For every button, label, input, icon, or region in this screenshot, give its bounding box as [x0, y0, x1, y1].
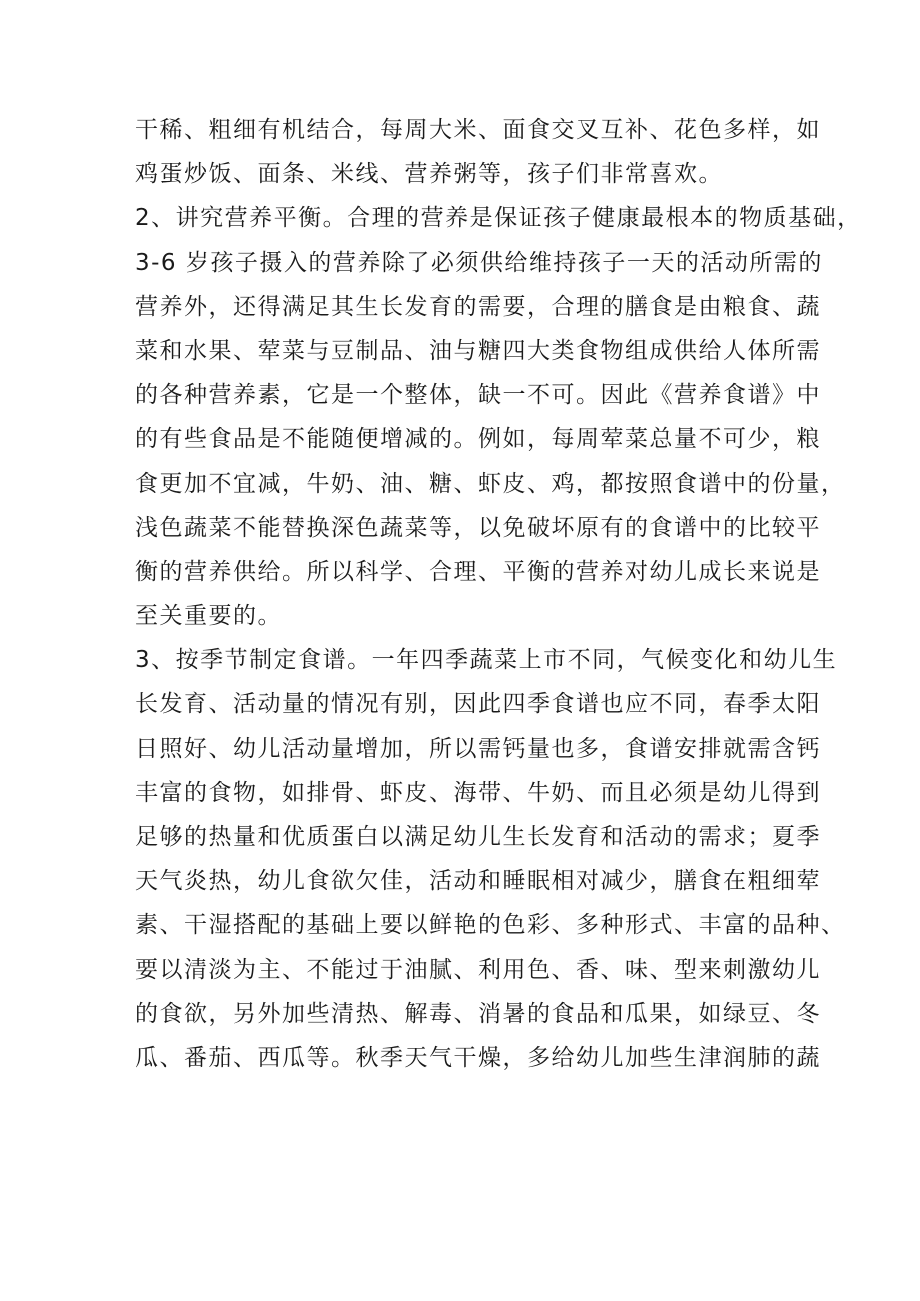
text-line: 浅色蔬菜不能替换深色蔬菜等，以免破坏原有的食谱中的比较平	[135, 514, 821, 541]
text-line: 长发育、活动量的情况有别，因此四季食谱也应不同，春季太阳	[135, 691, 821, 718]
text-line: 鸡蛋炒饭、面条、米线、营养粥等，孩子们非常喜欢。	[135, 161, 723, 188]
text-line: 的各种营养素，它是一个整体，缺一不可。因此《营养食谱》中	[135, 382, 821, 409]
text-line: 足够的热量和优质蛋白以满足幼儿生长发育和活动的需求；夏季	[135, 824, 821, 850]
text-line: 营养外，还得满足其生长发育的需要，合理的膳食是由粮食、蔬	[135, 293, 821, 320]
text-line: 2、讲究营养平衡。合理的营养是保证孩子健康最根本的物质基础，	[135, 205, 862, 232]
text-line: 丰富的食物，如排骨、虾皮、海带、牛奶、而且必须是幼儿得到	[135, 779, 821, 806]
text-line: 衡的营养供给。所以科学、合理、平衡的营养对幼儿成长来说是	[135, 558, 821, 585]
text-line: 要以清淡为主、不能过于油腻、利用色、香、味、型来刺激幼儿	[135, 956, 821, 983]
text-line: 食更加不宜减，牛奶、油、糖、虾皮、鸡，都按照食谱中的份量，	[135, 470, 846, 497]
text-line: 3-6 岁孩子摄入的营养除了必须供给维持孩子一天的活动所需的	[135, 249, 823, 276]
text-line: 日照好、幼儿活动量增加，所以需钙量也多，食谱安排就需含钙	[135, 735, 821, 762]
text-line: 3、按季节制定食谱。一年四季蔬菜上市不同，气候变化和幼儿生	[135, 647, 838, 674]
text-line: 菜和水果、荤菜与豆制品、油与糖四大类食物组成供给人体所需	[135, 337, 821, 364]
text-line: 至关重要的。	[135, 603, 282, 630]
text-line: 干稀、粗细有机结合，每周大米、面食交叉互补、花色多样，如	[135, 117, 821, 143]
text-line: 瓜、番茄、西瓜等。秋季天气干燥，多给幼儿加些生津润肺的蔬	[135, 1044, 821, 1071]
text-line: 的食欲，另外加些清热、解毒、消暑的食品和瓜果，如绿豆、冬	[135, 1000, 821, 1027]
body-text	[135, 108, 862, 1080]
text-line: 素、干湿搭配的基础上要以鲜艳的色彩、多种形式、丰富的品种、	[135, 912, 846, 939]
text-line: 的有些食品是不能随便增减的。例如，每周荤菜总量不可少，粮	[135, 426, 821, 453]
text-line: 天气炎热，幼儿食欲欠佳，活动和睡眠相对减少，膳食在粗细荤	[135, 868, 821, 895]
